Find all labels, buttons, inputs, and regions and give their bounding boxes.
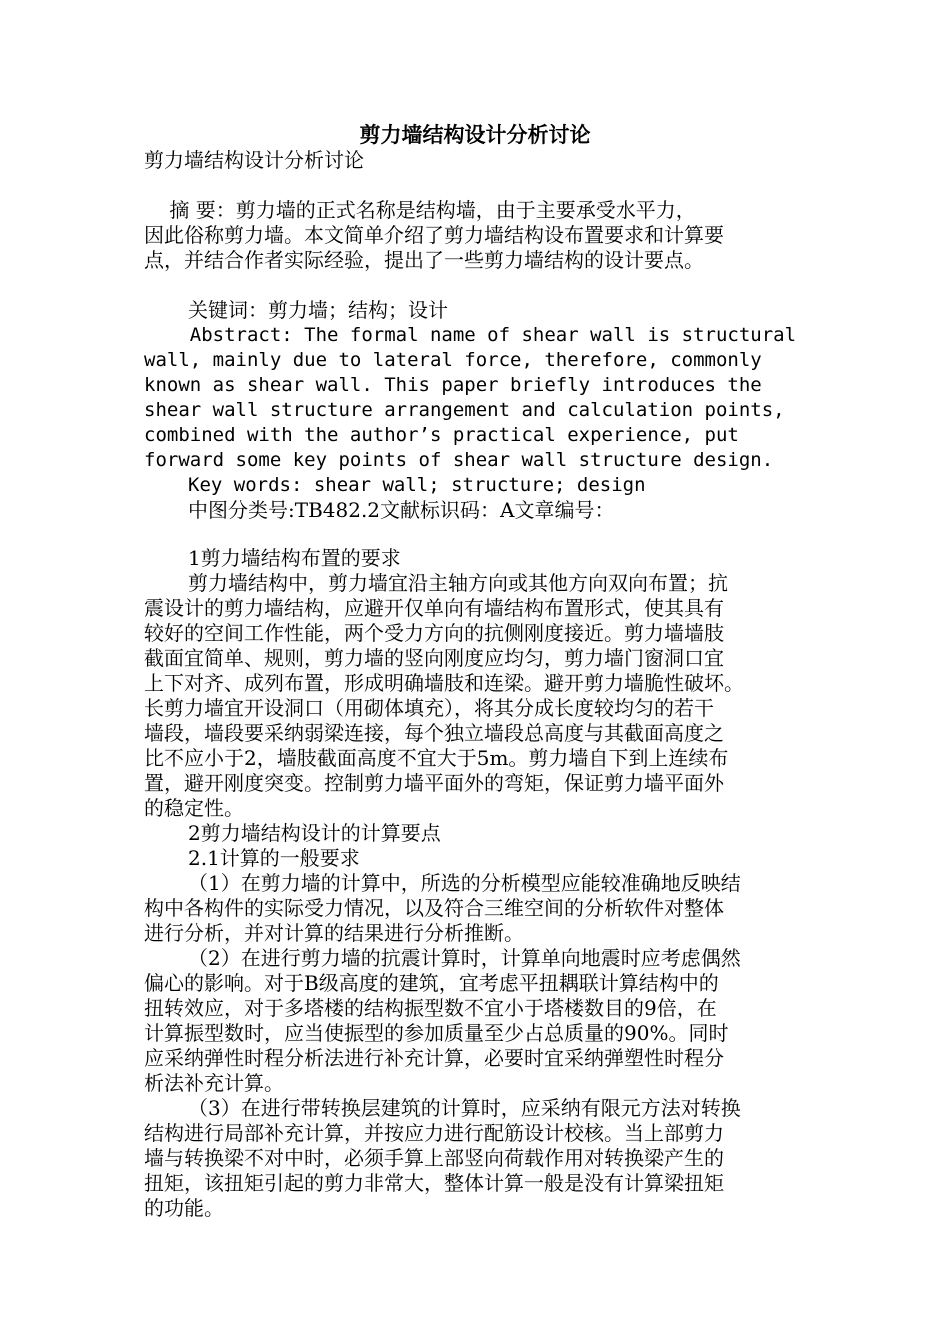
- paragraph-1-line: （1）在剪力墙的计算中，所选的分析模型应能较准确地反映结: [188, 871, 741, 895]
- paragraph-3-line: 墙与转换梁不对中时，必须手算上部竖向荷载作用对转换梁产生的: [144, 1146, 724, 1170]
- paragraph-3-line: 扭矩，该扭矩引起的剪力非常大，整体计算一般是没有计算梁扭矩: [144, 1171, 724, 1195]
- abstract-en-line: known as shear wall. This paper briefly introduces the: [144, 374, 762, 396]
- section-1-line: 长剪力墙宜开设洞口（用砌体填充），将其分成长度较均匀的若干: [144, 696, 714, 720]
- abstract-cn-line: 因此俗称剪力墙。本文简单介绍了剪力墙结构设布置要求和计算要: [144, 223, 724, 247]
- paragraph-1-line: 进行分析，并对计算的结果进行分析推断。: [144, 921, 524, 945]
- paragraph-1-line: 构中各构件的实际受力情况，以及符合三维空间的分析软件对整体: [144, 896, 724, 920]
- section-2-heading: 2剪力墙结构设计的计算要点: [188, 821, 441, 845]
- section-1-heading: 1剪力墙结构布置的要求: [188, 546, 401, 570]
- keywords-en: Key words: shear wall; structure; design: [188, 474, 646, 496]
- paragraph-2-line: 析法补充计算。: [144, 1071, 284, 1095]
- abstract-cn-line: 摘 要：剪力墙的正式名称是结构墙，由于主要承受水平力，: [144, 198, 696, 222]
- abstract-en-line: combined with the author’s practical experience, put: [144, 424, 739, 446]
- abstract-en-line: Abstract: The formal name of shear wall is structural: [144, 324, 797, 346]
- paragraph-2-line: 计算振型数时，应当使振型的参加质量至少占总质量的90%。同时: [144, 1021, 729, 1045]
- paragraph-2-line: 偏心的影响。对于B级高度的建筑，宜考虑平扭耦联计算结构中的: [144, 971, 719, 995]
- keywords-cn: 关键词：剪力墙；结构；设计: [188, 298, 448, 322]
- section-1-line: 墙段，墙段要采纳弱梁连接，每个独立墙段总高度与其截面高度之: [144, 721, 724, 745]
- paragraph-2-line: 扭转效应，对于多塔楼的结构振型数不宜小于塔楼数目的9倍，在: [144, 996, 717, 1020]
- abstract-cn-line: 点，并结合作者实际经验，提出了一些剪力墙结构的设计要点。: [144, 248, 704, 272]
- paragraph-3-line: 的功能。: [144, 1196, 224, 1220]
- section-2-1-heading: 2.1计算的一般要求: [188, 846, 360, 870]
- section-1-line: 剪力墙结构中，剪力墙宜沿主轴方向或其他方向双向布置；抗: [188, 571, 728, 595]
- section-1-line: 截面宜简单、规则，剪力墙的竖向刚度应均匀，剪力墙门窗洞口宜: [144, 646, 724, 670]
- abstract-en-line: forward some key points of shear wall structure design.: [144, 449, 774, 471]
- abstract-en-line: wall, mainly due to lateral force, therefore, commonly: [144, 349, 762, 371]
- document-subtitle: 剪力墙结构设计分析讨论: [144, 148, 364, 172]
- section-1-line: 置，避开刚度突变。控制剪力墙平面外的弯矩，保证剪力墙平面外: [144, 771, 724, 795]
- section-1-line: 的稳定性。: [144, 796, 244, 820]
- abstract-en-line: shear wall structure arrangement and calculation points,: [144, 399, 785, 421]
- section-1-line: 较好的空间工作性能，两个受力方向的抗侧刚度接近。剪力墙墙肢: [144, 621, 724, 645]
- classification-line: 中图分类号:TB482.2文献标识码：A文章编号：: [188, 498, 615, 522]
- document-title: 剪力墙结构设计分析讨论: [359, 122, 591, 147]
- paragraph-2-line: （2）在进行剪力墙的抗震计算时，计算单向地震时应考虑偶然: [188, 946, 741, 970]
- paragraph-3-line: 结构进行局部补充计算，并按应力进行配筋设计校核。当上部剪力: [144, 1121, 724, 1145]
- section-1-line: 上下对齐、成列布置，形成明确墙肢和连梁。避开剪力墙脆性破坏。: [144, 671, 744, 695]
- section-1-line: 比不应小于2，墙肢截面高度不宜大于5m。剪力墙自下到上连续布: [144, 746, 729, 770]
- paragraph-3-line: （3）在进行带转换层建筑的计算时，应采纳有限元方法对转换: [188, 1096, 741, 1120]
- section-1-line: 震设计的剪力墙结构，应避开仅单向有墙结构布置形式，使其具有: [144, 596, 724, 620]
- paragraph-2-line: 应采纳弹性时程分析法进行补充计算，必要时宜采纳弹塑性时程分: [144, 1046, 724, 1070]
